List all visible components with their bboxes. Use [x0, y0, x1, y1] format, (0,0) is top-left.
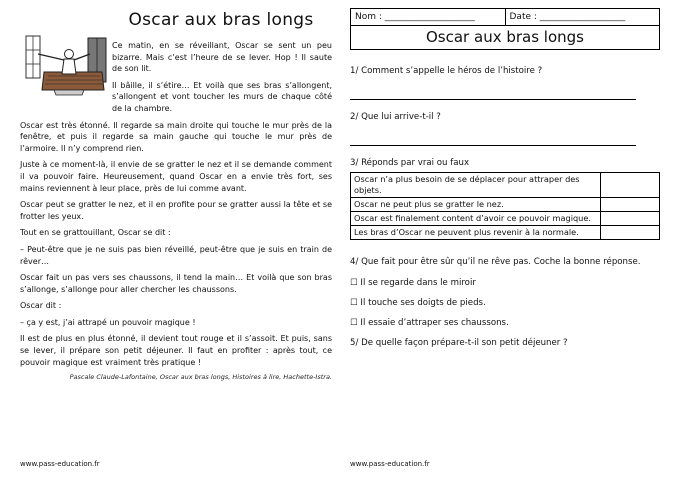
statement-cell: Oscar n’a plus besoin de se déplacer pour attraper des objets. [351, 173, 601, 198]
worksheet-title: Oscar aux bras longs [350, 26, 660, 50]
question-2: 2/ Que lui arrive-t-il ? [350, 112, 441, 122]
story-paragraph: Il bâille, il s’étire… Et voilà que ses bras s’allongent, s’allongent et vont toucher les murs de chaque côté de la chambre. [112, 80, 332, 113]
name-field[interactable]: Nom : ____________________ [355, 12, 475, 22]
table-row [351, 226, 660, 240]
story-paragraph: Tout en se grattouillant, Oscar se dit : [20, 228, 171, 238]
answer-cell[interactable] [601, 226, 660, 240]
oscar-illustration [24, 32, 110, 96]
checkbox-option[interactable]: ☐ Il se regarde dans le miroir [350, 278, 476, 288]
answer-line[interactable] [350, 98, 636, 100]
answer-cell[interactable] [601, 173, 660, 198]
story-paragraph: Oscar fait un pas vers ses chaussons, il tend la main… Et voilà que son bras s’allonge, s’allonge pour aller chercher les chaussons. [20, 273, 332, 294]
question-5: 5/ De quelle façon prépare-t-il son petit déjeuner ? [350, 338, 568, 348]
table-row [351, 198, 660, 212]
story-paragraph: – ça y est, j’ai attrapé un pouvoir magique ! [20, 317, 196, 327]
story-paragraph: Oscar peut se gratter le nez, et il en profite pour se gratter aussi la tête et se frotter les yeux. [20, 200, 332, 221]
story-column [20, 8, 332, 381]
story-paragraph: Oscar dit : [20, 301, 62, 311]
checkbox-option[interactable]: ☐ Il touche ses doigts de pieds. [350, 298, 486, 308]
table-row [351, 212, 660, 226]
answer-cell[interactable] [601, 212, 660, 226]
answer-line[interactable] [350, 144, 636, 146]
story-paragraph: Il est de plus en plus étonné, il devient tout rouge et il s’assoit. Et puis, sans se lever, il prépare son petit déjeuner. Il faut en profiter : après tout, ce pouvoir magique est vraiment très pratique ! [20, 334, 332, 367]
right-footer-link[interactable]: www.pass-education.fr [350, 460, 430, 468]
header-fields [350, 8, 660, 26]
story-title: Oscar aux bras longs [128, 10, 314, 30]
question-4: 4/ Que fait pour être sûr qu’il ne rêve pas. Coche la bonne réponse. [350, 257, 641, 267]
story-paragraph: Juste à ce moment-là, il envie de se gratter le nez et il se demande comment il va pouvoir faire. Heureusement, quand Oscar en a envie très fort, ses mains reviennent à leur place, près de lui comme avant. [20, 160, 332, 193]
left-footer-link[interactable]: www.pass-education.fr [20, 460, 100, 468]
statement-cell: Oscar ne peut plus se gratter le nez. [351, 198, 601, 212]
story-paragraph: Oscar est très étonné. Il regarde sa main droite qui touche le mur près de la fenêtre, et puis il regarde sa main gauche qui touche le mur près de l’armoire. Il n’y comprend rien. [20, 120, 332, 153]
date-field[interactable]: Date : ___________________ [505, 9, 660, 25]
checkbox-option[interactable]: ☐ Il essaie d’attraper ses chaussons. [350, 318, 509, 328]
questions-column [350, 8, 660, 348]
true-false-table [350, 172, 660, 240]
statement-cell: Les bras d’Oscar ne peuvent plus revenir à la normale. [351, 226, 601, 240]
story-paragraph: Ce matin, en se réveillant, Oscar se sent un peu bizarre. Mais c’est l’heure de se lever. Hop ! Il saute de son lit. [112, 41, 332, 74]
statement-cell: Oscar est finalement content d’avoir ce pouvoir magique. [351, 212, 601, 226]
source-citation: Pascale Claude-Lafontaine, Oscar aux bras longs, Histoires à lire, Hachette-Istra. [69, 373, 332, 382]
question-1: 1/ Comment s’appelle le héros de l’histoire ? [350, 66, 543, 76]
question-3: 3/ Réponds par vrai ou faux [350, 158, 470, 168]
table-row [351, 173, 660, 198]
answer-cell[interactable] [601, 198, 660, 212]
story-paragraph: – Peut-être que je ne suis pas bien réveillé, peut-être que je suis en train de rêver… [20, 244, 332, 266]
